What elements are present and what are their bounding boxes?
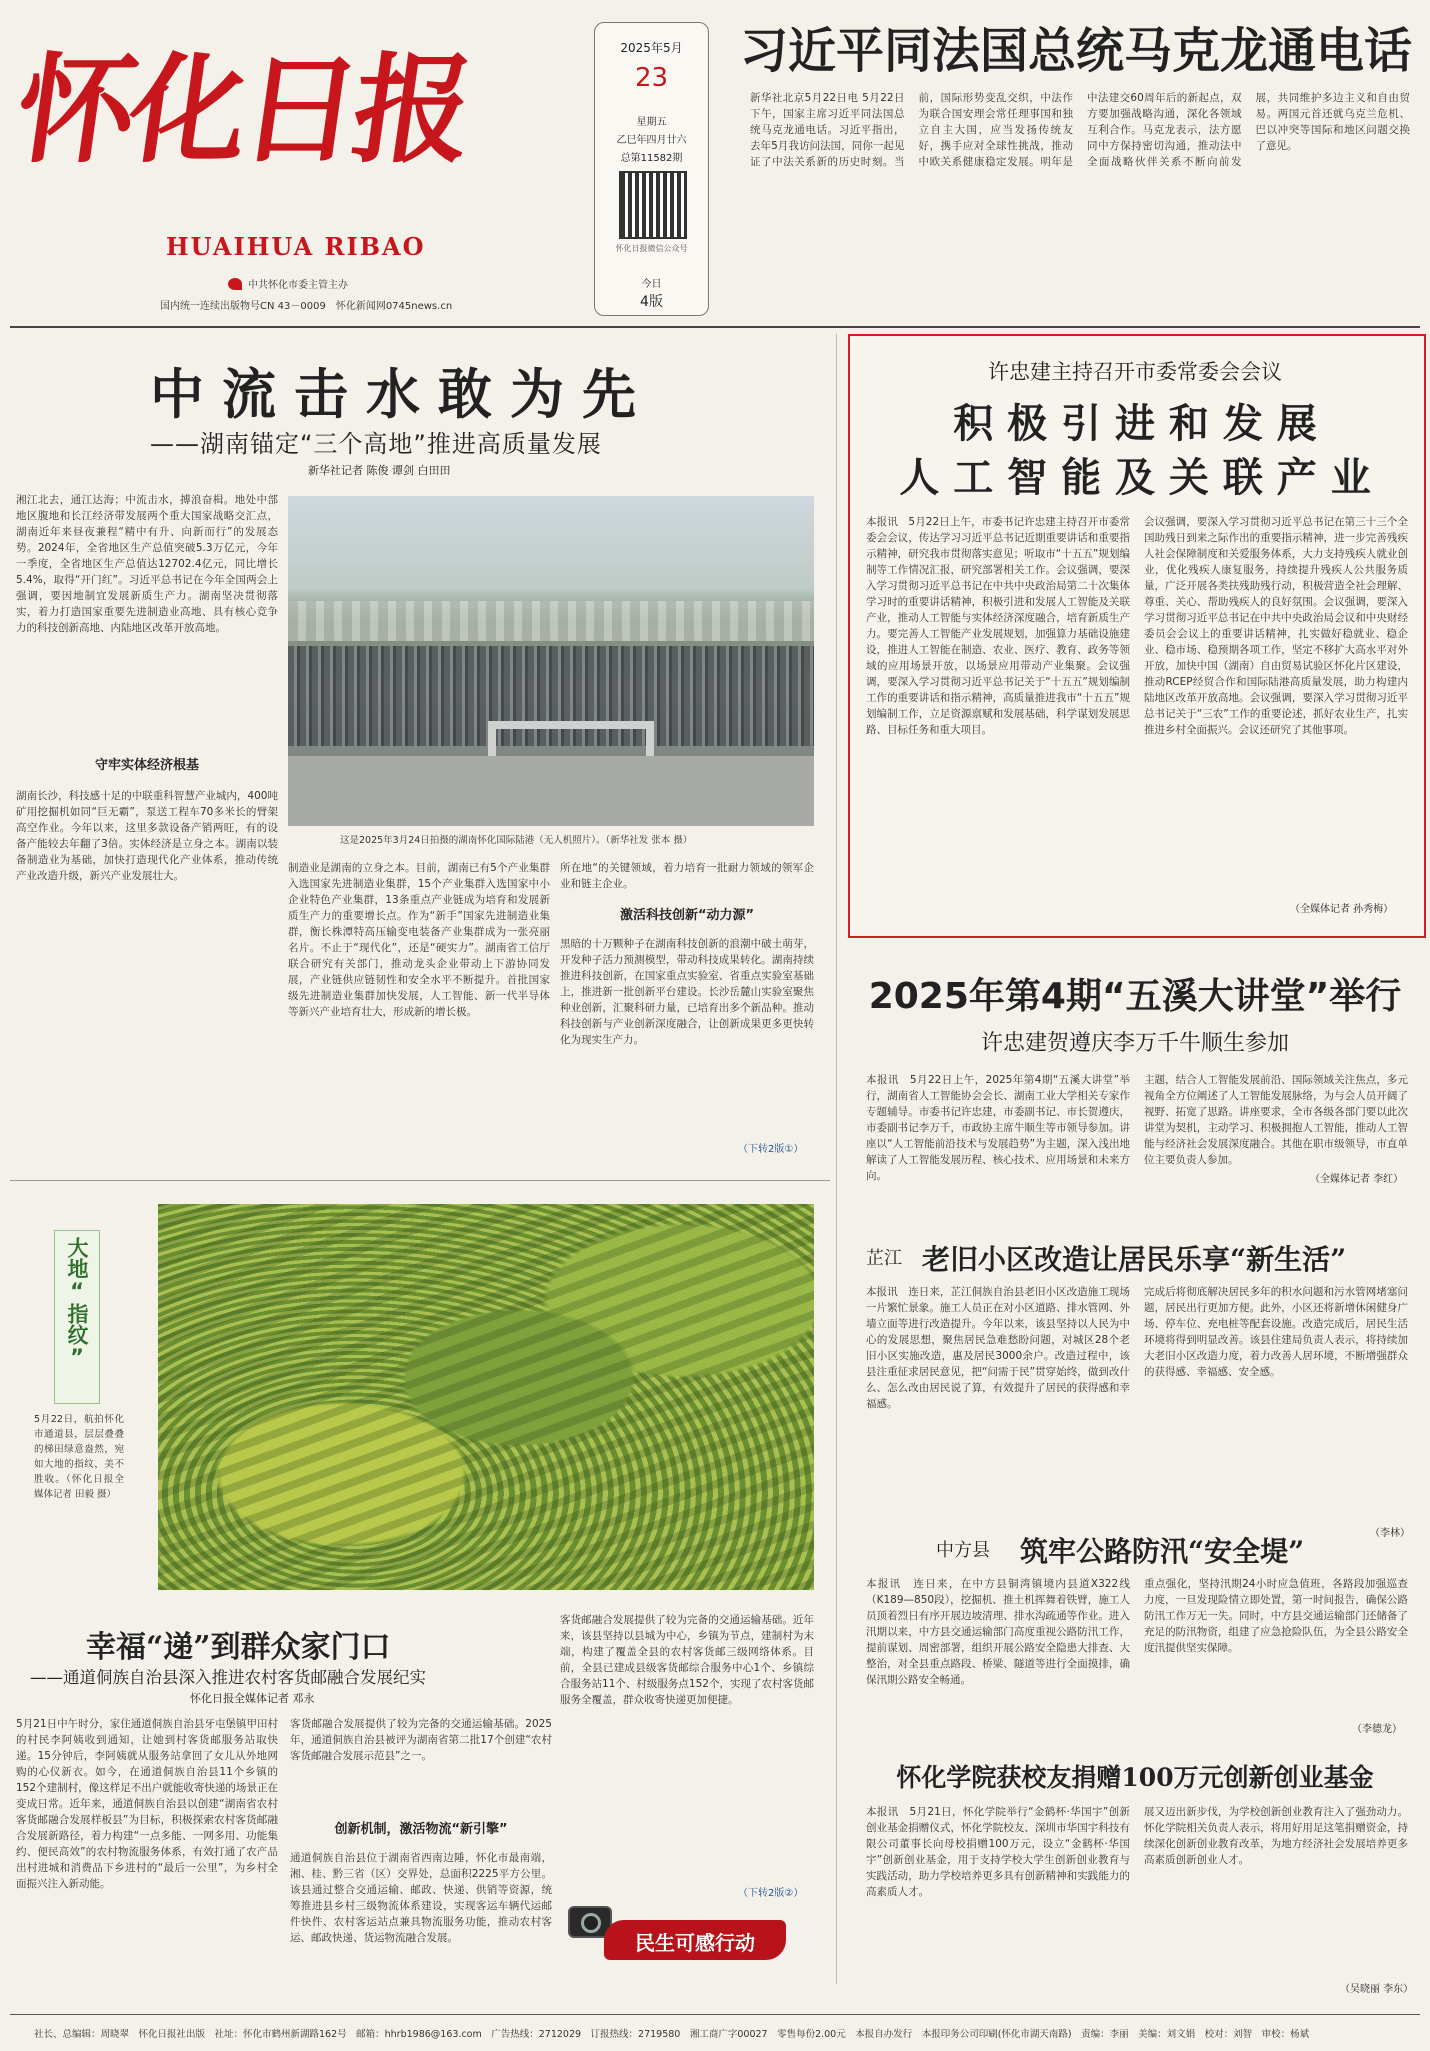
pages-count: 4版	[640, 294, 663, 310]
masthead-pinyin: HUAIHUA RIBAO	[166, 232, 426, 261]
zhongliu-col3: 所在地“的关键领域，着力培育一批耐力领域的领军企业和链主企业。	[560, 862, 814, 890]
date-year-month: 2025年5月	[620, 41, 683, 55]
xingfu-col3: 客货邮融合发展提供了较为完备的交通运输基础。近年来，该县坚持以县城为中心，乡镇为节点，建制村为末端，构建了覆盖全县的农村客货邮三级网络体系。目前，全县已建成县级客货邮综合服务中心1个、乡镇综合服务站11个、村级服务点152个，实现了农村客货邮服务全覆盖，群众收寄快递更加便捷。	[560, 1614, 814, 1706]
mid-rule-left	[10, 1180, 830, 1181]
masthead-registration: 国内统一连续出版物号CN 43－0009 怀化新闻网0745news.cn	[160, 301, 453, 312]
xingfu-col2: 客货邮融合发展提供了较为完备的交通运输基础。2025年，通道侗族自治县被评为湖南省第二批17个创建“农村客货邮融合发展示范县”之一。	[290, 1718, 552, 1762]
standing-headline-line1: 积 极 引 进 和 发 展	[953, 401, 1317, 447]
photo-huaihua-port	[288, 496, 814, 826]
zhongliu-byline: 新华社记者 陈俊 谭剑 白田田	[308, 464, 451, 477]
masthead-title: 怀化日报	[8, 40, 476, 179]
wuxi-byline: （全媒体记者 李红）	[1310, 1174, 1404, 1185]
zhijiang-place: 芷江	[866, 1248, 902, 1269]
zhongfang-headline: 筑牢公路防汛“安全堤”	[1020, 1535, 1305, 1568]
zhongfang-col2: 重点强化，坚持汛期24小时应急值班，各路段加强巡查力度，一旦发现险情立即处置，第一时间报告，确保公路防汛工作万无一失。同时，中方县交通运输部门还储备了充足的防汛物资，组建了应急抢险队伍，为全县公路安全度汛提供坚实保障。	[1144, 1578, 1408, 1654]
xueyuan-col1: 本报讯 5月21日，怀化学院举行“金鹤杯·华国宇”创新创业基金捐赠仪式，怀化学院校友、深圳市华国宇科技有限公司董事长向母校捐赠100万元，设立“金鹤杯·华国宇”创新创业基金，用于支持学校大学生创新创业教育与实践活动，助力学校培养更多具有创新精神和实践能力的高素质人才。	[866, 1806, 1130, 1898]
xi-call-body: 新华社北京5月22日电 5月22日下午，国家主席习近平同法国总统马克龙通电话。习近平指出，去年5月我访问法国，同你一起见证了中法关系新的历史时刻。当前，国际形势变乱交织，中法作为联合国安理会常任理事国和独立自主大国，应当发扬传统友好，携手应对全球性挑战，推动中欧关系健康稳定发展。明年是中法建交60周年后的新起点，双方要加强战略沟通，深化各领域互利合作。马克龙表示，法方愿同中方保持密切沟通，推动法中全面战略伙伴关系不断向前发展，共同维护多边主义和自由贸易。两国元首还就乌克兰危机、巴以冲突等国际和地区问题交换了意见。	[750, 92, 1410, 168]
zhongliu-col2: 制造业是湖南的立身之本。目前，湖南已有5个产业集群入选国家先进制造业集群，15个产业集群入选国家中小企业特色产业集群，13条重点产业链成为培育和发展新质生产力的重要增长点。作为“新手”国家先进制造业集群，衡长株潭特高压输变电装备产业集群成为一张亮丽名片。不止于“现代化”，还是“硬实力”。湖南省工信厅联合研究有关部门，推动龙头企业带动上下游协同发展，产业链供应链韧性和安全水平不断提升。首批国家级先进制造业集群加快发展，人工智能、新一代半导体等新兴产业培育壮大，形成新的增长极。	[288, 862, 550, 1018]
top-rule	[10, 326, 1420, 328]
standing-col2: 会议强调，要深入学习贯彻习近平总书记在第三十三个全国助残日到来之际作出的重要指示精神，进一步完善残疾人社会保障制度和关爱服务体系，大力支持残疾人就业创业，优化残疾人康复服务，持续提升残疾人公共服务质量，广泛开展各类扶残助残行动，积极营造全社会理解、尊重、关心、帮助残疾人的良好氛围。会议强调，要深入学习贯彻习近平总书记在中共中央政治局会议和中央财经委员会会议上的重要讲话精神，扎实做好稳就业、稳企业、稳市场、稳预期各项工作，坚定不移扩大高水平对外开放，加快中国（湖南）自由贸易试验区怀化片区建设，推动RCEP经贸合作和国际陆港高质量发展，助力构建内陆地区改革开放高地。会议强调，要深入学习贯彻习近平总书记关于“三农”工作的重要论述，抓好农业生产，扎实推进乡村全面振兴。会议还研究了其他事项。	[1144, 516, 1408, 736]
standing-kicker: 许忠建主持召开市委常委会会议	[988, 360, 1282, 384]
zhongliu-col1: 湘江北去，通江达海；中流击水，搏浪奋楫。地处中部地区腹地和长江经济带发展两个重大国家战略交汇点，湖南近年来昼夜兼程“精中有升、向新而行”的发展态势。2024年，全省地区生产总值突破5.3万亿元，今年一季度，全省地区生产总值达12702.4亿元，同比增长5.4%，取得“开门红”。习近平总书记在今年全国两会上强调，要因地制宜发展新质生产力。湖南坚决贯彻落实，着力打造国家重要先进制造业高地、具有核心竞争力的科技创新高地、内陆地区改革开放高地。	[16, 494, 278, 634]
zhongliu-col3b: 黑暗的十万颗种子在湖南科技创新的浪潮中破土萌芽，开发种子活力预测模型，带动科技成果转化。湖南持续推进科技创新，在国家重点实验室、省重点实验室基础上，推进新一批创新平台建设。长沙岳麓山实验室聚焦种业创新，汇聚科研力量，已培育出多个新品种。推动科技创新与产业创新深度融合，让创新成果更多更快转化为现实生产力。	[560, 938, 814, 1046]
xingfu-col1: 5月21日中午时分，家住通道侗族自治县牙屯堡镇甲田村的村民李阿姨收到通知，让她到村客货邮服务站取快递。15分钟后，李阿姨就从服务站拿回了女儿从外地网购的心仪新衣。如今，在通道侗族自治县11个乡镇的152个建制村，像这样足不出户就能收寄快递的场景正在变成日常。近年来，通道侗族自治县以创建“湖南省农村客货邮融合发展样板县”为目标，积极探索农村客货邮融合发展新路径，着力构建“一点多能、一网多用、功能集约、便民高效”的农村物流服务体系，有效打通了农产品出村进城和消费品下乡进村的“最后一公里”，为乡村全面振兴注入新动能。	[16, 1718, 278, 1890]
zhongliu-col3-heading: 激活科技创新“动力源”	[619, 908, 755, 923]
date-weekday: 星期五	[636, 117, 667, 128]
date-lunar: 乙巳年四月廿六	[616, 135, 687, 146]
qr-code	[619, 171, 687, 239]
zhongfang-byline: （李德龙）	[1352, 1724, 1402, 1735]
standing-col1: 本报讯 5月22日上午，市委书记许忠建主持召开市委常委会会议，传达学习习近平总书记近期重要讲话和重要指示精神，研究我市贯彻落实意见；听取市“十五五”规划编制等工作情况汇报，研究部署相关工作。会议强调，要深入学习贯彻习近平总书记在中共中央政治局第二十次集体学习时的重要讲话精神，积极引进和发展人工智能及关联产业，推动人工智能与实体经济深度融合，培育新质生产力。要完善人工智能产业发展规划，加强算力基础设施建设，推进人工智能在制造、农业、医疗、教育、政务等领域的应用场景开放，以场景应用带动产业集聚。会议强调，要深入学习贯彻习近平总书记关于“十五五”规划编制工作的重要讲话和指示精神，高质量推进我市“十五五”规划编制工作，立足资源禀赋和发展基础，科学谋划发展思路、目标任务和重大项目。	[866, 516, 1130, 736]
zhongliu-continued: （下转2版①）	[738, 1144, 804, 1155]
dadi-caption: 5月22日，航拍怀化市通道县，层层叠叠的梯田绿意盎然，宛如大地的指纹，美不胜收。（怀化日报全媒体记者 田毅 摄）	[34, 1414, 124, 1500]
zhongliu-headline: 中流击水敢为先	[150, 363, 654, 426]
zhongfang-col1: 本报讯 连日来，在中方县铜湾镇境内县道X322线（K189—850段），挖掘机、推土机挥舞着铁臂，施工人员顶着烈日有序开展边坡清理、排水沟疏通等作业。进入汛期以来，中方县交通运输部门高度重视公路防汛工作，提前谋划、周密部署，组织开展公路安全隐患大排查、大整治，对全县重点路段、桥梁、隧道等进行全面摸排，确保汛期公路安全畅通。	[866, 1578, 1130, 1686]
minsheng-badge	[604, 1920, 786, 1960]
xingfu-byline: 怀化日报全媒体记者 邓永	[190, 1692, 315, 1705]
zhijiang-headline: 老旧小区改造让居民乐享“新生活”	[922, 1243, 1347, 1276]
zhijiang-byline: （李林）	[1370, 1528, 1410, 1539]
date-day: 23	[634, 63, 669, 93]
xingfu-col2b: 通道侗族自治县位于湖南省西南边陲，怀化市最南端，湘、桂、黔三省（区）交界处，总面积2225平方公里。该县通过整合交通运输、邮政、快递、供销等资源，统筹推进县乡村三级物流体系建设，实现客运车辆代运邮件快件、农村客运站点兼具物流服务功能，推动农村客运、邮政快递、货运物流融合发展。	[290, 1852, 552, 1944]
zhongliu-subhead: ——湖南锚定“三个高地”推进高质量发展	[150, 430, 602, 458]
masthead-publisher: 中共怀化市委主管主办	[248, 280, 348, 291]
today-label: 今日	[641, 279, 662, 290]
xingfu-subhead: ——通道侗族自治县深入推进农村客货邮融合发展纪实	[30, 1668, 426, 1687]
xueyuan-headline: 怀化学院获校友捐赠100万元创新创业基金	[896, 1763, 1374, 1792]
xueyuan-col2: 展又迈出新步伐，为学校创新创业教育注入了强劲动力。怀化学院相关负责人表示，将用好用足这笔捐赠资金，持续深化创新创业教育改革，为地方经济社会发展培养更多高素质创新创业人才。	[1144, 1806, 1408, 1866]
photo-terraces	[158, 1204, 814, 1590]
minsheng-badge-label: 民生可感行动	[635, 1931, 755, 1955]
photo-huaihua-port-caption: 这是2025年3月24日拍摄的湖南怀化国际陆港（无人机照片）。（新华社发 张本 摄）	[340, 835, 693, 846]
standing-headline-line2: 人 工 智 能 及 关 联 产 业	[899, 455, 1371, 501]
issue-number: 总第11582期	[620, 153, 683, 164]
wuxi-col2: 主题，结合人工智能发展前沿、国际领域关注焦点，多元视角全方位阐述了人工智能发展脉络，为与会人员开阔了视野、拓宽了思路。讲座要求，全市各级各部门要以此次讲堂为契机，主动学习、积极拥抱人工智能，推动人工智能与经济社会发展深度融合。其他在职市级领导，市直单位主要负责人参加。	[1144, 1074, 1408, 1166]
zhongliu-col1-heading: 守牢实体经济根基	[94, 758, 199, 773]
footer-rule	[10, 2014, 1420, 2015]
zhongliu-col1b: 湖南长沙，科技感十足的中联重科智慧产业城内，400吨矿用挖掘机如同“巨无霸”，泵送工程车70多米长的臂架高空作业。今年以来，这里多款设备产销两旺，有的设备产能较去年翻了3倍。实体经济是立身之本。湖南以装备制造业为基础，加快打造现代化产业体系，推动传统产业改造升级，新兴产业发展壮大。	[16, 790, 278, 882]
xingfu-col2-heading: 创新机制，激活物流“新引擎”	[334, 1822, 508, 1837]
wuxi-col1: 本报讯 5月22日上午，2025年第4期“五溪大讲堂”举行，湖南省人工智能协会会长、湖南工业大学相关专家作专题辅导。市委书记许忠建，市委副书记、市长贺遵庆，市委副书记李万千，市政协主席牛顺生等市领导参加。讲座以“人工智能前沿技术与发展趋势”为主题，深入浅出地解读了人工智能发展历程、核心技术、应用场景和未来方向。	[866, 1074, 1130, 1182]
zhijiang-col1: 本报讯 连日来，芷江侗族自治县老旧小区改造施工现场一片繁忙景象。施工人员正在对小区道路、排水管网、外墙立面等进行改造提升。今年以来，该县坚持以人民为中心的发展思想，聚焦居民急难愁盼问题，对城区28个老旧小区实施改造，惠及居民3000余户。改造过程中，该县注重征求居民意见，把“问需于民”贯穿始终，做到改什么、怎么改由居民说了算，有效提升了居民的获得感和幸福感。	[866, 1286, 1130, 1410]
wuxi-subhead: 许忠建贺遵庆李万千牛顺生参加	[980, 1031, 1289, 1056]
xingfu-continued: （下转2版②）	[738, 1888, 804, 1899]
xueyuan-byline: （吴晓丽 李东）	[1340, 1984, 1414, 1995]
date-box	[594, 22, 709, 316]
zhongfang-place: 中方县	[936, 1540, 990, 1561]
dadi-label	[54, 1230, 100, 1404]
footer-info: 社长、总编辑：周晓翠 怀化日报社出版 社址：怀化市鹤州新湖路162号 邮箱：hhrb1986@163.com 广告热线：2712029 订报热线：2719580 湘工商广字00027 零售每份2.00元 本报自办发行 本报印务公司印刷(怀化市湖天南路) 责编：李丽 美编：刘文娟 校对：刘智 审校：杨斌	[34, 2029, 1310, 2040]
xi-call-headline: 习近平同法国总统马克龙通电话	[740, 23, 1413, 79]
publisher-logo-icon	[228, 278, 242, 290]
dadi-label-text: 大地“指纹”	[65, 1237, 89, 1369]
xingfu-headline: 幸福“递”到群众家门口	[86, 1630, 391, 1665]
zhijiang-col2: 完成后将彻底解决居民多年的积水问题和污水管网堵塞问题，居民出行更加方便。此外，小区还将新增休闲健身广场、停车位、充电桩等配套设施。改造完成后，居民生活环境将得到明显改善。该县住建局负责人表示，将持续加大老旧小区改造力度，着力改善人居环境，不断增强群众的获得感、幸福感、安全感。	[1144, 1286, 1408, 1378]
wuxi-headline: 2025年第4期“五溪大讲堂”举行	[868, 976, 1402, 1017]
qr-caption: 怀化日报微信公众号	[615, 244, 688, 253]
column-divider	[836, 334, 837, 1984]
standing-byline: （全媒体记者 孙秀梅）	[1290, 904, 1394, 915]
